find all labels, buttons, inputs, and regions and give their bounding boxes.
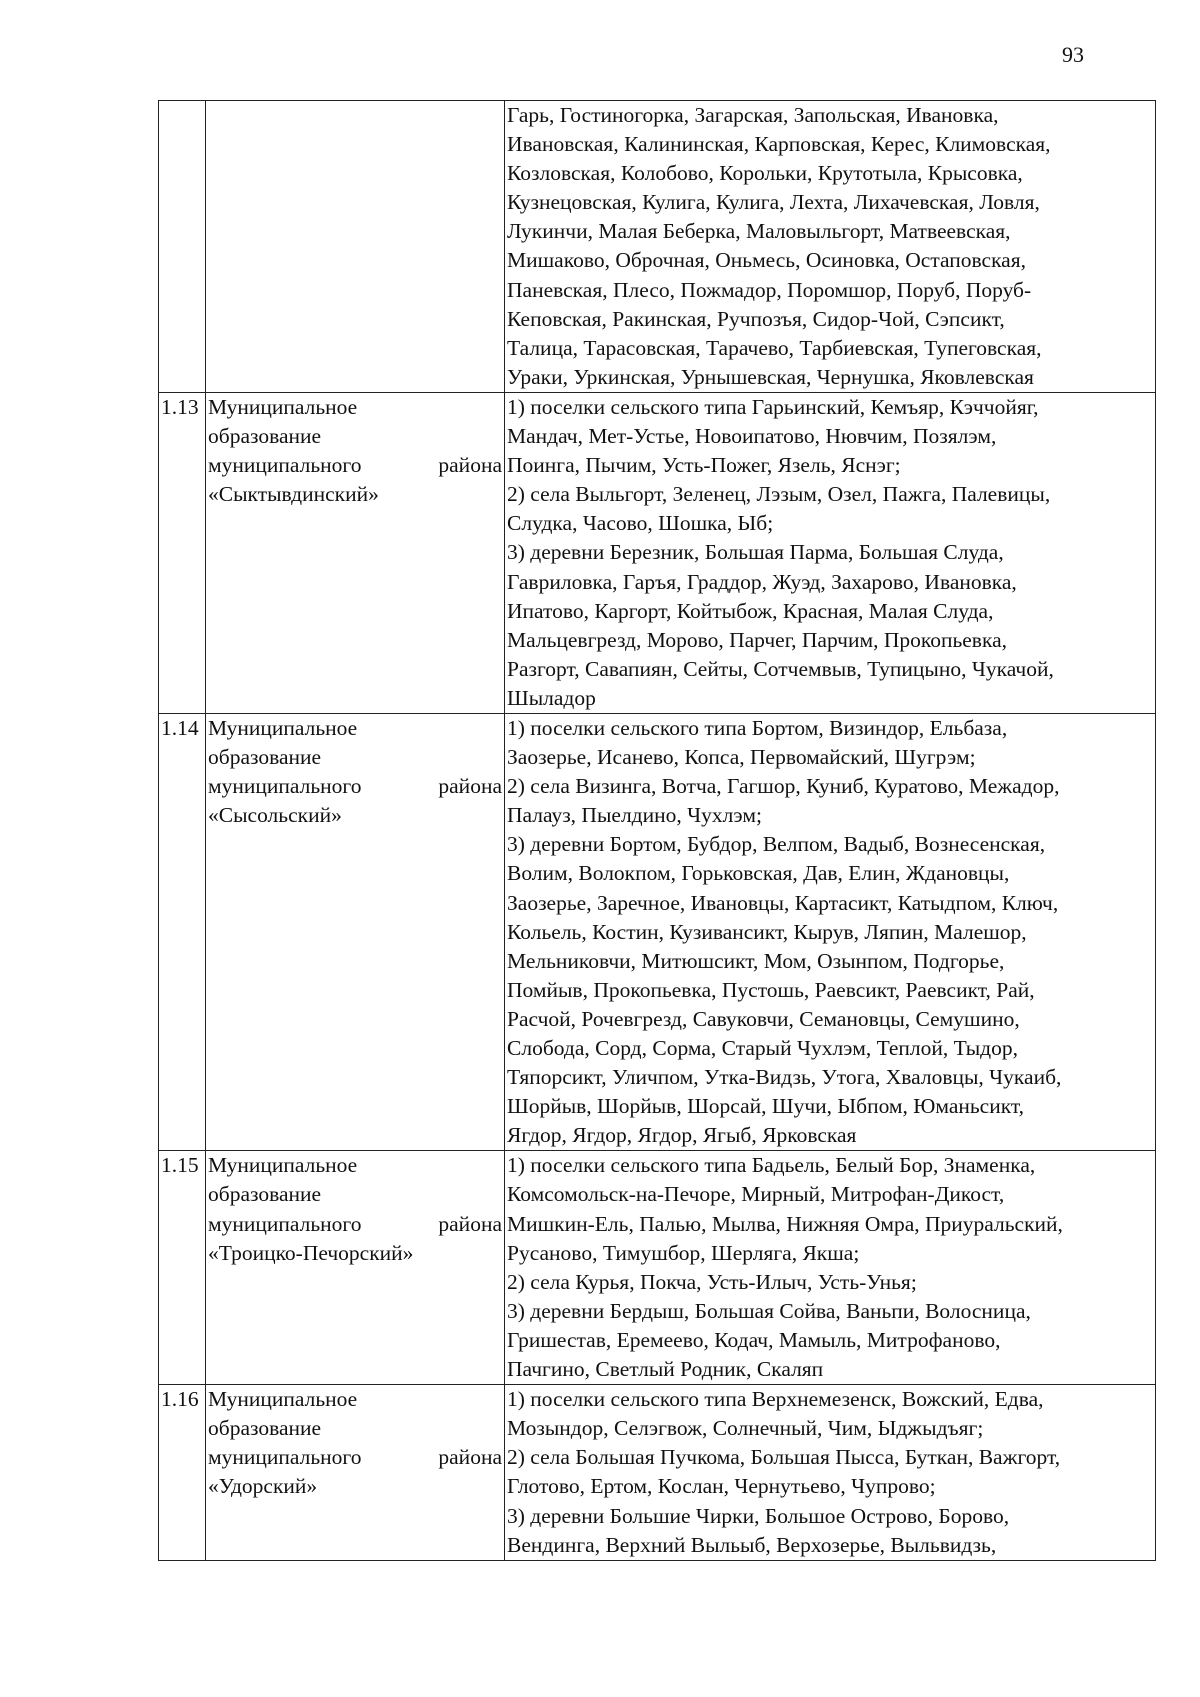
municipality-name-line: образование [208,424,322,449]
settlement-line: 2) села Визинга, Вотча, Гагшор, Куниб, Куратово, Межадор, [507,774,1060,799]
settlement-line: Ураки, Уркинская, Урнышевская, Чернушка, Яковлевская [507,364,1034,389]
municipality-name-line: муниципального района [208,1445,502,1470]
municipality-name-line: «Удорский» [208,1474,318,1499]
municipality-name-line: Муниципальное [208,1387,358,1412]
municipality-name-line: муниципального района [208,774,502,799]
settlement-line: Вендинга, Верхний Выльыб, Верхозерье, Выльвидзь, [507,1532,997,1557]
settlement-line: Мельниковчи, Митюшсикт, Мом, Озынпом, Подгорье, [507,948,1005,973]
row-number: 1.14 [159,713,206,1150]
page-number: 93 [1062,42,1084,67]
settlement-line: Помйыв, Прокопьевка, Пустошь, Раевсикт, Раевсикт, Рай, [507,977,1035,1002]
settlement-line: Козловская, Колобово, Корольки, Крутотыла, Крысовка, [507,161,1023,186]
settlement-line: Талица, Тарасовская, Тарачево, Тарбиевская, Тупеговская, [507,335,1042,360]
settlement-line: 3) деревни Березник, Большая Парма, Большая Слуда, [507,540,1004,565]
table-row [159,101,1156,393]
municipality-name-line: образование [208,745,322,770]
settlement-line: Тяпорсикт, Уличпом, Утка-Видзь, Утога, Хваловцы, Чукаиб, [507,1065,1062,1090]
municipality-name-line: Муниципальное [208,715,358,740]
settlement-line: Палауз, Пыелдино, Чухлэм; [507,803,762,828]
settlement-line: Комсомольск-на-Печоре, Мирный, Митрофан-Дикост, [507,1182,1005,1207]
table-row [159,713,1156,1150]
settlement-line: 3) деревни Большие Чирки, Большое Острово, Борово, [507,1503,1010,1528]
settlement-line: Поинга, Пычим, Усть-Пожег, Язель, Яснэг; [507,453,901,478]
settlement-list [505,392,1156,713]
municipality-name-line: «Сыктывдинский» [208,482,379,507]
settlement-list [505,1385,1156,1561]
municipality-name [206,1385,505,1561]
settlement-line: Глотово, Ертом, Кослан, Чернутьево, Чупрово; [507,1474,936,1499]
municipality-name-line: «Сысольский» [208,803,342,828]
settlement-line: Расчой, Рочевгрезд, Савуковчи, Семановцы, Семушино, [507,1006,1020,1031]
settlement-line: Паневская, Плесо, Пожмадор, Поромшор, Поруб, Поруб- [507,277,1032,302]
row-number: 1.13 [159,392,206,713]
table-row [159,1385,1156,1561]
settlement-list [505,1151,1156,1385]
settlement-line: Мальцевгрезд, Морово, Парчег, Парчим, Прокопьевка, [507,627,1008,652]
settlement-line: Мандач, Мет-Устье, Новоипатово, Нювчим, Позялэм, [507,424,997,449]
row-number: 1.15 [159,1151,206,1385]
municipality-name-line: муниципального района [208,453,502,478]
municipality-name-line: Муниципальное [208,394,358,419]
settlement-line: 2) села Выльгорт, Зеленец, Лэзым, Озел, Пажга, Палевицы, [507,482,1051,507]
settlement-line: 1) поселки сельского типа Гарьинский, Кемъяр, Кэччойяг, [507,394,1039,419]
municipality-name-line: образование [208,1416,322,1441]
settlement-line: Мишкин-Ель, Палью, Мылва, Нижняя Омра, Приуральский, [507,1211,1063,1236]
municipality-name [206,101,505,393]
municipality-name-line: муниципального района [208,1211,502,1236]
settlement-line: Лукинчи, Малая Беберка, Маловыльгорт, Матвеевская, [507,219,1011,244]
settlement-line: Гавриловка, Гаръя, Граддор, Жуэд, Захарово, Ивановка, [507,569,1017,594]
settlement-line: Заозерье, Заречное, Ивановцы, Картасикт, Катыдпом, Ключ, [507,890,1059,915]
settlement-line: Шорйыв, Шорйыв, Шорсай, Шучи, Ыбпом, Юманьсикт, [507,1094,1025,1119]
settlement-list [505,101,1156,393]
settlement-line: Кеповская, Ракинская, Ручпозъя, Сидор-Чой, Сэпсикт, [507,306,1005,331]
municipality-name [206,392,505,713]
municipal-settlements-table [158,100,1156,1561]
settlement-line: Гришестав, Еремеево, Кодач, Мамыль, Митрофаново, [507,1327,1001,1352]
settlement-line: Слудка, Часово, Шошка, Ыб; [507,511,774,536]
settlement-line: Кольель, Костин, Кузивансикт, Кырув, Ляпин, Малешор, [507,919,1027,944]
table-row [159,392,1156,713]
settlement-line: Разгорт, Савапиян, Сейты, Сотчемвыв, Тупицыно, Чукачой, [507,656,1054,681]
settlement-line: Русаново, Тимушбор, Шерляга, Якша; [507,1240,860,1265]
settlement-line: 2) села Большая Пучкома, Большая Пысса, Буткан, Важгорт, [507,1445,1061,1470]
settlement-line: 3) деревни Бердыш, Большая Сойва, Ваньпи, Волосница, [507,1298,1031,1323]
settlement-line: Ивановская, Калининская, Карповская, Керес, Климовская, [507,132,1051,157]
settlement-line: Кузнецовская, Кулига, Кулига, Лехта, Лихачевская, Ловля, [507,190,1040,215]
settlement-line: 1) поселки сельского типа Бадьель, Белый Бор, Знаменка, [507,1153,1036,1178]
row-number: 1.16 [159,1385,206,1561]
settlement-line: 2) села Курья, Покча, Усть-Илыч, Усть-Унья; [507,1269,917,1294]
municipality-name [206,713,505,1150]
municipality-name-line: образование [208,1182,322,1207]
settlement-line: Шыладор [507,685,596,710]
settlement-line: Пачгино, Светлый Родник, Скаляп [507,1357,824,1382]
municipality-name [206,1151,505,1385]
table-row [159,1151,1156,1385]
settlement-line: Волим, Волокпом, Горьковская, Дав, Елин, Ждановцы, [507,861,1010,886]
settlement-line: 1) поселки сельского типа Верхнемезенск, Вожский, Едва, [507,1387,1044,1412]
municipality-name-line: «Троицко-Печорский» [208,1240,414,1265]
settlement-line: 1) поселки сельского типа Бортом, Визиндор, Ельбаза, [507,715,1008,740]
settlement-line: Ягдор, Ягдор, Ягдор, Ягыб, Ярковская [507,1123,857,1148]
settlement-line: 3) деревни Бортом, Бубдор, Велпом, Вадыб, Вознесенская, [507,832,1046,857]
settlement-line: Мишаково, Оброчная, Оньмесь, Осиновка, Остаповская, [507,248,1026,273]
municipality-name-line: Муниципальное [208,1153,358,1178]
settlement-line: Слобода, Сорд, Сорма, Старый Чухлэм, Теплой, Тыдор, [507,1036,1018,1060]
settlement-line: Гарь, Гостиногорка, Загарская, Запольская, Ивановка, [507,103,999,127]
row-number [159,101,206,393]
settlement-list [505,713,1156,1150]
settlement-line: Мозындор, Селэгвож, Солнечный, Чим, Ыджыдъяг; [507,1416,984,1441]
settlement-line: Заозерье, Исанево, Копса, Первомайский, Шугрэм; [507,745,976,770]
settlement-line: Ипатово, Каргорт, Койтыбож, Красная, Малая Слуда, [507,598,994,623]
